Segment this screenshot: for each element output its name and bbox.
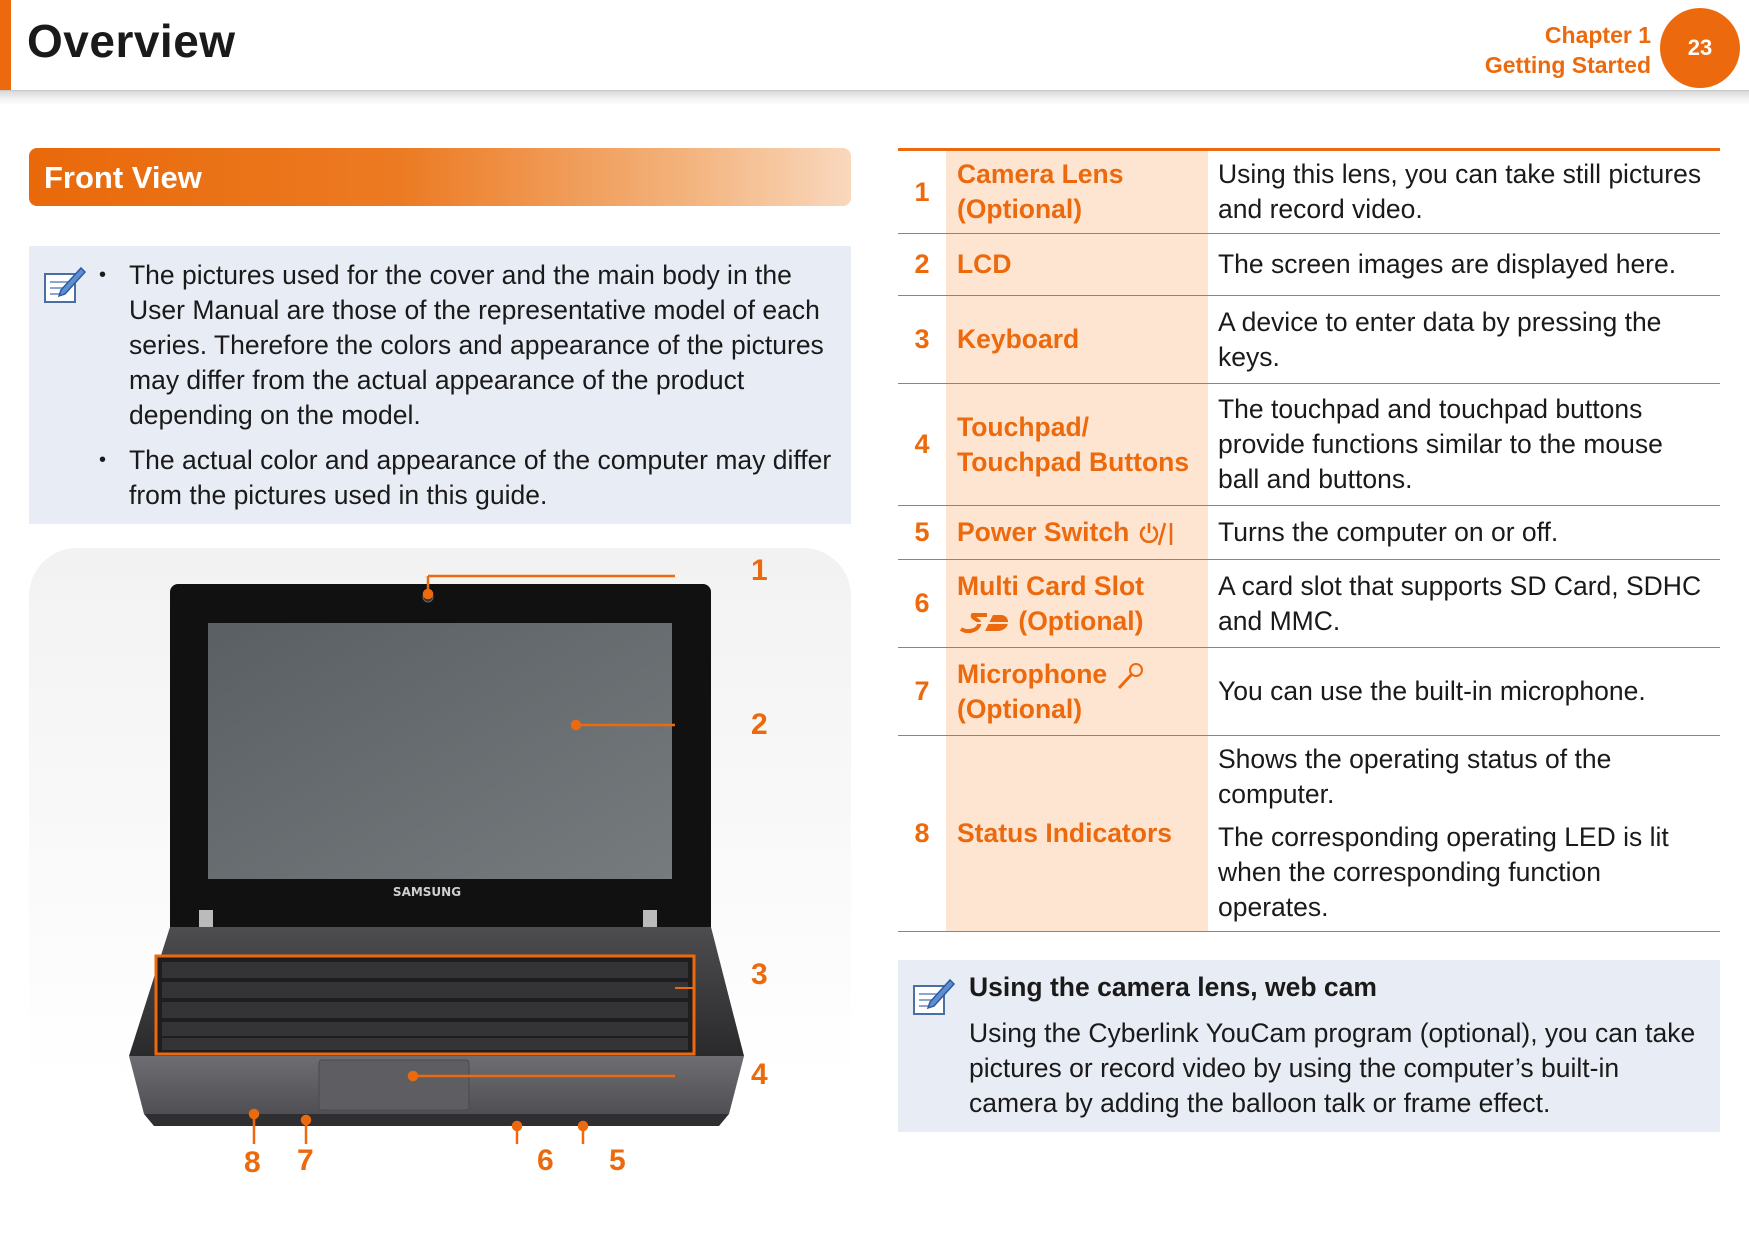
row-term: [946, 296, 1208, 384]
row-number: 6: [898, 560, 946, 648]
row-number: 4: [898, 384, 946, 506]
tip-title: Using the camera lens, web cam: [969, 972, 1377, 1002]
row-term: [946, 384, 1208, 506]
term-line: [957, 657, 1197, 692]
row-description: You can use the built-in microphone.: [1208, 648, 1720, 736]
term-line: Power Switch: [957, 517, 1130, 547]
note-list: [129, 258, 844, 523]
page-number: 23: [1660, 8, 1740, 88]
callout-4: 4: [751, 1058, 768, 1091]
callout-7: 7: [297, 1144, 314, 1177]
row-description: Turns the computer on or off.: [1208, 506, 1720, 560]
row-number: 2: [898, 234, 946, 296]
term-line: (Optional): [957, 693, 1083, 724]
chapter-heading: [1485, 20, 1651, 80]
row-description: [1208, 736, 1720, 932]
table-row: [898, 506, 1720, 560]
lcd-screen: [208, 623, 672, 879]
row-number: 5: [898, 506, 946, 560]
term-line: [957, 604, 1197, 639]
note-pencil-icon: [41, 264, 87, 306]
note-item: • The pictures used for the cover and the main body in the User Manual are those of the representative model of each series. Therefore the colors and appearance of the pictures may differ from the actual appearance of the product depending on the model.: [129, 258, 844, 433]
row-description: The touchpad and touchpad buttons provide functions similar to the mouse ball and buttons.: [1208, 384, 1720, 506]
touchpad: [319, 1060, 469, 1110]
row-number: 7: [898, 648, 946, 736]
term-line-text: Microphone: [957, 658, 1108, 689]
row-number: 1: [898, 150, 946, 234]
description-paragraph: Shows the operating status of the computer.: [1218, 744, 1612, 809]
callout-1: 1: [751, 554, 768, 587]
row-number: 3: [898, 296, 946, 384]
page-title: Overview: [27, 15, 236, 67]
section-heading: [29, 148, 851, 206]
laptop-illustration: [29, 548, 851, 1178]
callout-6: 6: [537, 1144, 554, 1177]
row-term: [946, 560, 1208, 648]
row-description: A device to enter data by pressing the keys.: [1208, 296, 1720, 384]
table-row: [898, 560, 1720, 648]
callout-2: 2: [751, 708, 768, 741]
callout-3: 3: [751, 958, 768, 991]
term-line: Status Indicators: [957, 818, 1172, 848]
laptop-front-figure: [29, 548, 851, 1178]
row-term: [946, 150, 1208, 234]
microphone-icon: [1115, 661, 1145, 691]
row-term: [946, 506, 1208, 560]
term-line: Multi Card Slot: [957, 570, 1144, 601]
term-line: (Optional): [957, 194, 1083, 224]
term-line: Keyboard: [957, 324, 1080, 354]
header-divider: [0, 90, 1749, 105]
note-box: [29, 246, 851, 524]
note-pencil-icon: [910, 976, 956, 1018]
power-icon: [1137, 521, 1177, 547]
tip-box: [898, 960, 1720, 1132]
callout-5: 5: [609, 1144, 626, 1177]
table-row: [898, 384, 1720, 506]
section-title: Front View: [44, 160, 202, 195]
table-row: [898, 648, 1720, 736]
term-line: Touchpad Buttons: [957, 446, 1190, 477]
table-row: [898, 296, 1720, 384]
term-line-optional: (Optional): [1018, 605, 1144, 636]
row-term: [946, 234, 1208, 296]
chapter-name: Getting Started: [1484, 52, 1651, 78]
row-term: [946, 648, 1208, 736]
callout-8: 8: [244, 1146, 261, 1178]
tip-body: Using the Cyberlink YouCam program (optional), you can take pictures or record video by using the computer’s built-in camera by adding the balloon talk or frame effect.: [969, 1018, 1696, 1118]
component-table: [898, 148, 1720, 932]
description-paragraph: The corresponding operating LED is lit when the corresponding function operates.: [1218, 822, 1669, 922]
row-description: A card slot that supports SD Card, SDHC and MMC.: [1208, 560, 1720, 648]
sd-card-icon: [957, 611, 1011, 635]
table-row: [898, 234, 1720, 296]
term-line: LCD: [957, 249, 1012, 279]
row-description: Using this lens, you can take still pictures and record video.: [1208, 150, 1720, 234]
header-accent-bar: [0, 0, 11, 96]
chapter-label: Chapter 1: [1544, 22, 1651, 48]
row-term: [946, 736, 1208, 932]
term-line: Touchpad/: [957, 411, 1089, 442]
row-description: The screen images are displayed here.: [1208, 234, 1720, 296]
row-number: 8: [898, 736, 946, 932]
table-row: [898, 150, 1720, 234]
term-line: Camera Lens: [957, 159, 1124, 189]
brand-logo: SAMSUNG: [392, 885, 462, 899]
table-row: [898, 736, 1720, 932]
note-item: • The actual color and appearance of the computer may differ from the pictures used in this guide.: [129, 443, 844, 513]
